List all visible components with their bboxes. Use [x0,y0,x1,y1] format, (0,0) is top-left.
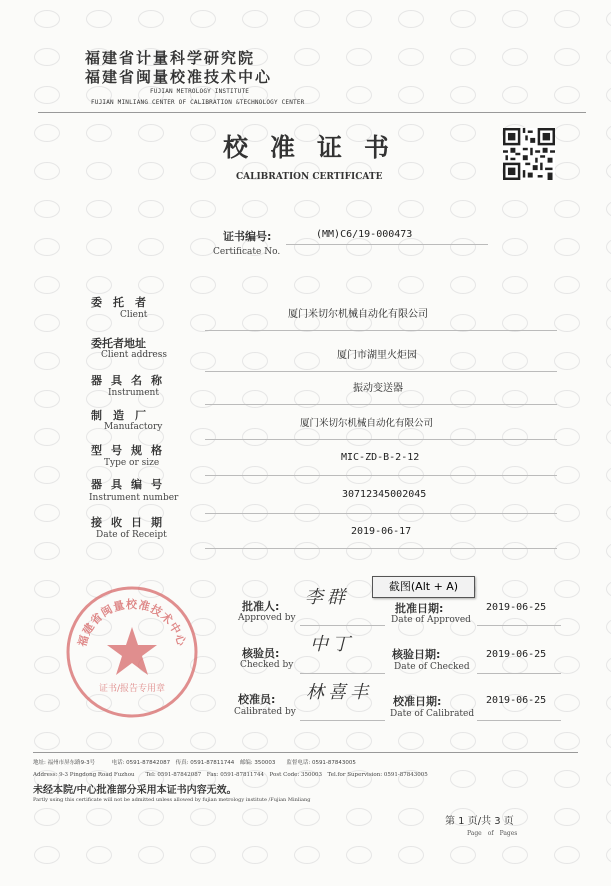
instrument-number-label-en: Instrument number [89,493,179,503]
receipt-date-value: 2019-06-17 [351,526,412,537]
footer-notice-en: Partly using this certificate will not be admitted unless allowed by fujian metrology institute /Fujian Minliang [33,797,311,803]
watermark-mark [242,390,268,408]
watermark-mark [450,352,476,370]
calibrated-date-label-en: Date of Calibrated [390,709,475,719]
checked-by-label: 核验员: [242,647,280,660]
approved-by-label-en: Approved by [238,613,296,623]
watermark-mark [294,542,320,560]
watermark-mark [606,732,611,750]
watermark-mark [190,352,216,370]
watermark-mark [34,10,60,28]
certificate-number-underline [286,244,488,245]
checked-date-label-en: Date of Checked [394,662,470,672]
watermark-mark [502,732,528,750]
watermark-mark [554,656,580,674]
watermark-mark [86,124,112,142]
watermark-mark [398,48,424,66]
watermark-mark [606,10,611,28]
watermark-mark [502,428,528,446]
watermark-mark [294,352,320,370]
watermark-mark [86,162,112,180]
watermark-mark [554,390,580,408]
watermark-mark [242,732,268,750]
watermark-mark [502,846,528,864]
watermark-mark [34,808,60,826]
client-label-en: Client [120,310,148,320]
watermark-mark [606,200,611,218]
watermark-mark [450,162,476,180]
checked-by-label-en: Checked by [240,660,294,670]
watermark-mark [86,808,112,826]
watermark-mark [502,618,528,636]
watermark-mark [450,238,476,256]
watermark-mark [398,428,424,446]
watermark-mark [606,428,611,446]
watermark-mark [398,200,424,218]
manufactory-value: 厦门米切尔机械自动化有限公司 [300,418,434,429]
watermark-mark [606,504,611,522]
watermark-mark [34,618,60,636]
type-size-label: 型号规格 [91,444,171,457]
page-subtitle: CALIBRATION CERTIFICATE [236,172,383,182]
watermark-mark [346,732,372,750]
watermark-mark [450,542,476,560]
instrument-label-en: Instrument [108,388,159,398]
seal-star-icon [107,627,157,675]
watermark-mark [34,200,60,218]
watermark-mark [86,542,112,560]
watermark-mark [138,276,164,294]
checked-date-label: 核验日期: [392,648,441,661]
watermark-mark [34,504,60,522]
watermark-mark [34,656,60,674]
watermark-mark [34,428,60,446]
manufactory-label: 制 造 厂 [91,409,146,422]
watermark-mark [554,238,580,256]
client-label: 委 托 者 [91,296,146,309]
watermark-mark [34,48,60,66]
watermark-mark [294,200,320,218]
header-rule [38,112,586,113]
watermark-mark [346,10,372,28]
watermark-mark [346,428,372,446]
watermark-mark [242,846,268,864]
watermark-mark [34,466,60,484]
watermark-mark [502,48,528,66]
official-seal [63,583,201,721]
watermark-mark [606,276,611,294]
client-value: 厦门米切尔机械自动化有限公司 [288,309,428,320]
watermark-mark [346,580,372,598]
watermark-mark [346,656,372,674]
seal-sub-text: 证书/报告专用章 [98,684,166,694]
watermark-mark [606,656,611,674]
org-name-en-1: FUJIAN METROLOGY INSTITUTE [150,88,250,95]
screenshot-tooltip: 截图(Alt + A) [372,576,475,598]
checked-date-underline [477,673,561,674]
watermark-mark [606,618,611,636]
watermark-mark [606,694,611,712]
watermark-mark [398,276,424,294]
watermark-mark [242,10,268,28]
watermark-mark [606,314,611,332]
instrument-number-underline [205,513,557,514]
watermark-mark [398,808,424,826]
instrument-label: 器具名称 [91,374,171,387]
approver-signature: 李群 [305,587,349,608]
watermark-mark [554,352,580,370]
instrument-underline [205,404,557,405]
watermark-mark [190,390,216,408]
watermark-mark [86,276,112,294]
watermark-mark [606,580,611,598]
watermark-mark [34,390,60,408]
page-number: 第 1 页/共 3 页 [445,816,514,827]
watermark-mark [190,276,216,294]
calibrated-date-underline [477,720,561,721]
calibrated-by-label: 校准员: [238,693,276,706]
watermark-mark [450,276,476,294]
watermark-mark [190,200,216,218]
watermark-mark [34,732,60,750]
checked-date: 2019-06-25 [486,649,547,660]
watermark-mark [138,732,164,750]
watermark-mark [34,694,60,712]
watermark-mark [294,238,320,256]
watermark-mark [138,846,164,864]
watermark-mark [554,580,580,598]
calibrator-underline [300,720,385,721]
watermark-mark [346,846,372,864]
watermark-mark [502,200,528,218]
watermark-mark [346,200,372,218]
watermark-mark [502,542,528,560]
watermark-mark [554,200,580,218]
watermark-mark [138,200,164,218]
approved-date: 2019-06-25 [486,602,547,613]
watermark-mark [86,238,112,256]
calibrated-by-label-en: Calibrated by [234,707,296,717]
watermark-mark [242,276,268,294]
watermark-mark [346,86,372,104]
receipt-date-label: 接收日期 [91,516,171,529]
footer-contact-zh: 地址: 福州市屏东路9-3号 电话: 0591-87842087 传真: 0591-87811744 邮编: 350003 监督电话: 0591-87843005 [33,760,356,766]
approved-date-label-en: Date of Approved [391,615,471,625]
watermark-mark [554,86,580,104]
footer-notice-zh: 未经本院/中心批准部分采用本证书内容无效。 [33,785,237,796]
watermark-mark [554,846,580,864]
watermark-mark [294,276,320,294]
watermark-mark [554,314,580,332]
watermark-mark [606,770,611,788]
watermark-mark [242,428,268,446]
watermark-mark [346,48,372,66]
type-size-underline [205,475,557,476]
watermark-mark [34,238,60,256]
watermark-mark [294,656,320,674]
manufactory-label-en: Manufactory [104,422,163,432]
watermark-mark [450,200,476,218]
watermark-mark [554,808,580,826]
watermark-mark [138,10,164,28]
watermark-mark [34,580,60,598]
watermark-mark [450,86,476,104]
page-title: 校准证书 [223,133,412,162]
checker-signature: 中丁 [310,634,354,655]
watermark-mark [34,542,60,560]
watermark-mark [294,48,320,66]
watermark-mark [34,86,60,104]
client-address-label-en: Client address [101,350,167,360]
watermark-mark [34,314,60,332]
footer-contact-en: Address: 9-3 Pingdong Road Fuzhou Tel: 0591-87842087 Fax: 0591-87811744 Post Code: 350003 Tel.for Supervision: 0591-87843005 [33,772,428,778]
watermark-mark [138,124,164,142]
watermark-mark [242,352,268,370]
watermark-mark [502,10,528,28]
client-address-value: 厦门市湖里火炬园 [337,350,417,361]
watermark-mark [86,10,112,28]
watermark-mark [450,770,476,788]
approved-by-label: 批准人: [242,600,280,613]
watermark-mark [294,732,320,750]
certificate-number-label: 证书编号: [223,230,272,243]
certificate-number: (MM)C6/19-000473 [316,229,413,240]
watermark-mark [606,124,611,142]
watermark-mark [34,124,60,142]
watermark-mark [554,618,580,636]
watermark-mark [554,770,580,788]
watermark-mark [34,846,60,864]
calibrated-date-label: 校准日期: [393,695,442,708]
watermark-mark [346,808,372,826]
watermark-mark [190,428,216,446]
watermark-mark [606,86,611,104]
calibrator-signature: 林喜丰 [306,682,372,703]
watermark-mark [450,124,476,142]
watermark-mark [606,162,611,180]
client-address-label: 委托者地址 [91,337,146,350]
type-size-value: MIC-ZD-B-2-12 [341,452,420,463]
checker-underline [300,673,385,674]
watermark-mark [554,48,580,66]
watermark-mark [190,10,216,28]
watermark-mark [294,846,320,864]
watermark-mark [554,10,580,28]
instrument-value: 振动变送器 [353,383,403,394]
watermark-mark [86,846,112,864]
watermark-mark [554,504,580,522]
certificate-number-label-en: Certificate No. [213,247,281,257]
watermark-mark [554,428,580,446]
watermark-mark [398,10,424,28]
watermark-mark [606,808,611,826]
watermark-mark [606,390,611,408]
instrument-number-value: 30712345002045 [342,489,427,500]
watermark-mark [398,732,424,750]
watermark-mark [190,124,216,142]
watermark-mark [606,48,611,66]
client-address-underline [205,371,557,372]
watermark-mark [86,314,112,332]
watermark-mark [294,808,320,826]
footer-rule [33,752,578,753]
org-name-zh-2: 福建省闽量校准技术中心 [85,68,273,86]
watermark-mark [242,808,268,826]
watermark-mark [190,846,216,864]
watermark-mark [190,162,216,180]
page-number-en: Page of Pages [467,830,518,837]
seal-arc-text: 福建省闽量校准技术中心 [75,598,189,649]
watermark-mark [554,732,580,750]
watermark-mark [398,86,424,104]
watermark-mark [606,542,611,560]
watermark-mark [242,542,268,560]
watermark-mark [86,200,112,218]
org-name-zh-1: 福建省计量科学研究院 [85,49,256,67]
watermark-mark [138,162,164,180]
watermark-mark [346,238,372,256]
watermark-mark [346,276,372,294]
watermark-mark [190,732,216,750]
receipt-date-label-en: Date of Receipt [96,530,167,540]
qr-code-icon [503,128,555,180]
watermark-mark [398,238,424,256]
watermark-mark [450,732,476,750]
watermark-mark [190,542,216,560]
org-name-en-2: FUJIAN MINLIANG CENTER OF CALIBRATION &TECHNOLOGY CENTER [91,99,305,106]
watermark-mark [242,200,268,218]
watermark-mark [606,846,611,864]
watermark-mark [502,390,528,408]
instrument-number-label: 器具编号 [91,478,171,491]
watermark-mark [554,542,580,560]
watermark-mark [554,694,580,712]
watermark-mark [138,238,164,256]
watermark-mark [502,276,528,294]
watermark-mark [554,466,580,484]
watermark-mark [294,390,320,408]
watermark-mark [606,238,611,256]
watermark-mark [294,10,320,28]
watermark-mark [450,428,476,446]
watermark-mark [450,846,476,864]
watermark-mark [502,238,528,256]
watermark-mark [398,542,424,560]
watermark-mark [138,808,164,826]
watermark-mark [242,580,268,598]
calibrated-date: 2019-06-25 [486,695,547,706]
manufactory-underline [205,439,557,440]
watermark-mark [554,124,580,142]
watermark-mark [398,846,424,864]
watermark-mark [450,390,476,408]
watermark-mark [502,580,528,598]
watermark-mark [294,428,320,446]
watermark-mark [346,542,372,560]
watermark-mark [34,162,60,180]
receipt-date-underline [205,548,557,549]
type-size-label-en: Type or size [104,458,160,468]
watermark-mark [554,276,580,294]
watermark-mark [190,808,216,826]
watermark-mark [502,770,528,788]
watermark-mark [450,48,476,66]
watermark-mark [554,162,580,180]
watermark-mark [502,352,528,370]
approver-underline [300,625,385,626]
approved-date-underline [477,625,561,626]
watermark-mark [606,466,611,484]
watermark-mark [502,86,528,104]
watermark-mark [450,10,476,28]
watermark-mark [606,352,611,370]
approved-date-label: 批准日期: [395,602,444,615]
client-underline [205,330,557,331]
watermark-mark [138,542,164,560]
watermark-mark [398,162,424,180]
watermark-mark [86,732,112,750]
watermark-mark [34,276,60,294]
watermark-mark [34,352,60,370]
